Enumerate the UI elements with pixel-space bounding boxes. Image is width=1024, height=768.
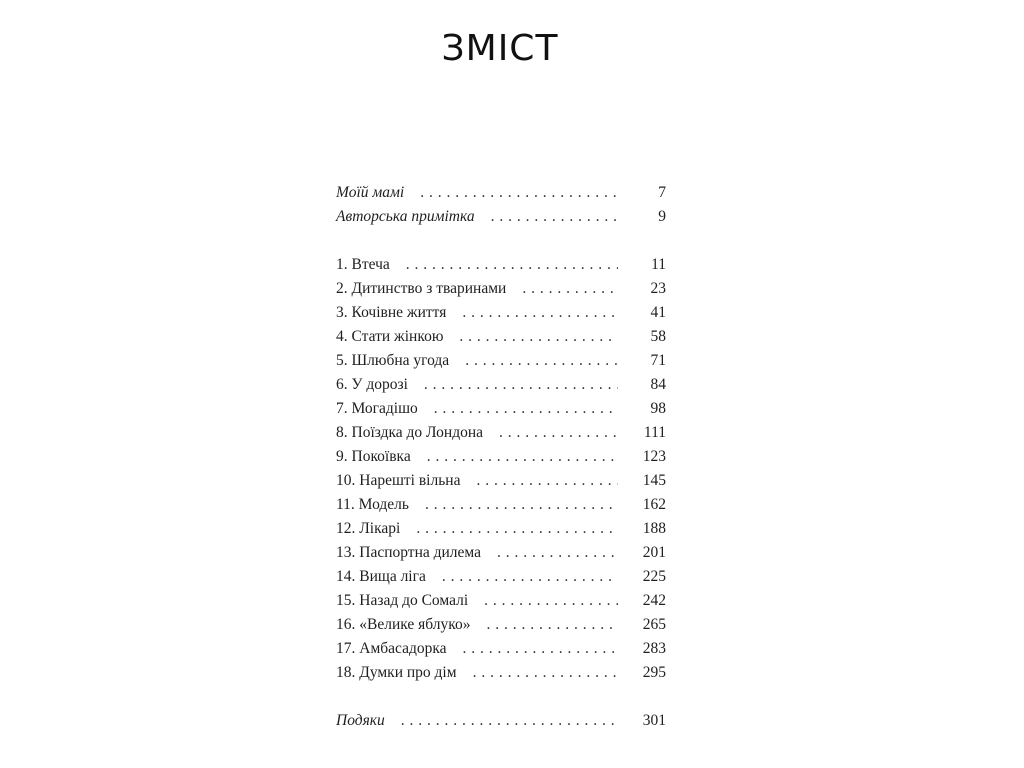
dot-leader	[484, 589, 618, 613]
dot-leader	[499, 421, 618, 445]
dot-leader	[487, 613, 618, 637]
toc-entry-chapter-16	[336, 613, 666, 637]
dot-leader	[491, 205, 618, 229]
toc-entry-label: 7. Могадішо	[336, 400, 418, 417]
toc-entry-label: Подяки	[336, 712, 385, 729]
dot-leader	[424, 373, 618, 397]
toc-entry-page: 98	[650, 400, 666, 417]
toc-entry-chapter-5	[336, 349, 666, 373]
toc-entry-page: 111	[643, 424, 666, 441]
dot-leader	[459, 325, 618, 349]
toc-entry-page: 9	[658, 208, 666, 225]
toc-entry-chapter-15	[336, 589, 666, 613]
dot-leader	[442, 565, 618, 589]
toc-entry-author-note	[336, 205, 666, 229]
toc-entry-chapter-11	[336, 493, 666, 517]
toc-entry-page: 301	[642, 712, 666, 729]
toc-entry-page: 23	[650, 280, 666, 297]
toc-entry-label: 16. «Велике яблуко»	[336, 616, 471, 633]
toc-entry-page: 225	[642, 568, 666, 585]
toc-entry-chapter-13	[336, 541, 666, 565]
toc-entry-page: 84	[650, 376, 666, 393]
dot-leader	[401, 709, 618, 733]
toc-entry-chapter-18	[336, 661, 666, 685]
toc-entry-chapter-9	[336, 445, 666, 469]
dot-leader	[465, 349, 618, 373]
toc-entry-page: 145	[642, 472, 666, 489]
toc-entry-label: 15. Назад до Сомалі	[336, 592, 469, 609]
toc-entry-acknowledgements	[336, 709, 666, 733]
toc-entry-page: 41	[650, 304, 666, 321]
dot-leader	[463, 637, 618, 661]
toc-entry-page: 58	[650, 328, 666, 345]
toc-entry-page: 162	[642, 496, 666, 513]
toc-entry-page: 71	[650, 352, 666, 369]
toc-entry-label: Авторська примітка	[336, 208, 475, 225]
dot-leader	[416, 517, 618, 541]
toc-entry-page: 201	[642, 544, 666, 561]
toc-entry-page: 295	[642, 664, 666, 681]
dot-leader	[476, 469, 618, 493]
toc-entry-label: 12. Лікарі	[336, 520, 401, 537]
section-spacer	[336, 229, 666, 253]
toc-entry-label: 5. Шлюбна угода	[336, 352, 450, 369]
toc-entry-page: 123	[642, 448, 666, 465]
section-spacer	[336, 685, 666, 709]
dot-leader	[425, 493, 618, 517]
dot-leader	[420, 181, 618, 205]
page-title: ЗМІСТ	[441, 28, 559, 69]
toc-entry-label: 6. У дорозі	[336, 376, 408, 393]
toc-entry-chapter-4	[336, 325, 666, 349]
toc-entry-label: 10. Нарешті вільна	[336, 472, 461, 489]
toc-entry-chapter-7	[336, 397, 666, 421]
toc-entry-label: 4. Стати жінкою	[336, 328, 444, 345]
toc-entry-page: 265	[642, 616, 666, 633]
toc-entry-page: 242	[642, 592, 666, 609]
dot-leader	[434, 397, 618, 421]
dot-leader	[522, 277, 618, 301]
toc-entry-label: 2. Дитинство з тваринами	[336, 280, 507, 297]
toc-entry-chapter-2	[336, 277, 666, 301]
toc-entry-chapter-14	[336, 565, 666, 589]
toc-entry-label: 9. Покоївка	[336, 448, 411, 465]
dot-leader	[406, 253, 618, 277]
toc-entry-label: 8. Поїздка до Лондона	[336, 424, 484, 441]
toc-entry-label: 14. Вища ліга	[336, 568, 426, 585]
toc-entry-page: 11	[651, 256, 666, 273]
toc-entry-chapter-17	[336, 637, 666, 661]
toc-entry-chapter-10	[336, 469, 666, 493]
toc-entry-chapter-12	[336, 517, 666, 541]
toc-entry-label: 13. Паспортна дилема	[336, 544, 481, 561]
toc-entry-chapter-6	[336, 373, 666, 397]
toc-entry-chapter-8	[336, 421, 666, 445]
table-of-contents	[336, 181, 666, 733]
dot-leader	[462, 301, 618, 325]
dot-leader	[473, 661, 618, 685]
toc-entry-label: 1. Втеча	[336, 256, 390, 273]
toc-entry-page: 7	[658, 184, 666, 201]
toc-entry-page: 283	[642, 640, 666, 657]
dot-leader	[497, 541, 618, 565]
toc-entry-label: 3. Кочівне життя	[336, 304, 447, 321]
toc-entry-label: 17. Амбасадорка	[336, 640, 447, 657]
toc-entry-label: Моїй мамі	[336, 184, 405, 201]
toc-entry-chapter-1	[336, 253, 666, 277]
toc-entry-label: 18. Думки про дім	[336, 664, 457, 681]
toc-entry-label: 11. Модель	[336, 496, 409, 513]
toc-entry-page: 188	[642, 520, 666, 537]
dot-leader	[427, 445, 618, 469]
toc-entry-dedication	[336, 181, 666, 205]
toc-entry-chapter-3	[336, 301, 666, 325]
